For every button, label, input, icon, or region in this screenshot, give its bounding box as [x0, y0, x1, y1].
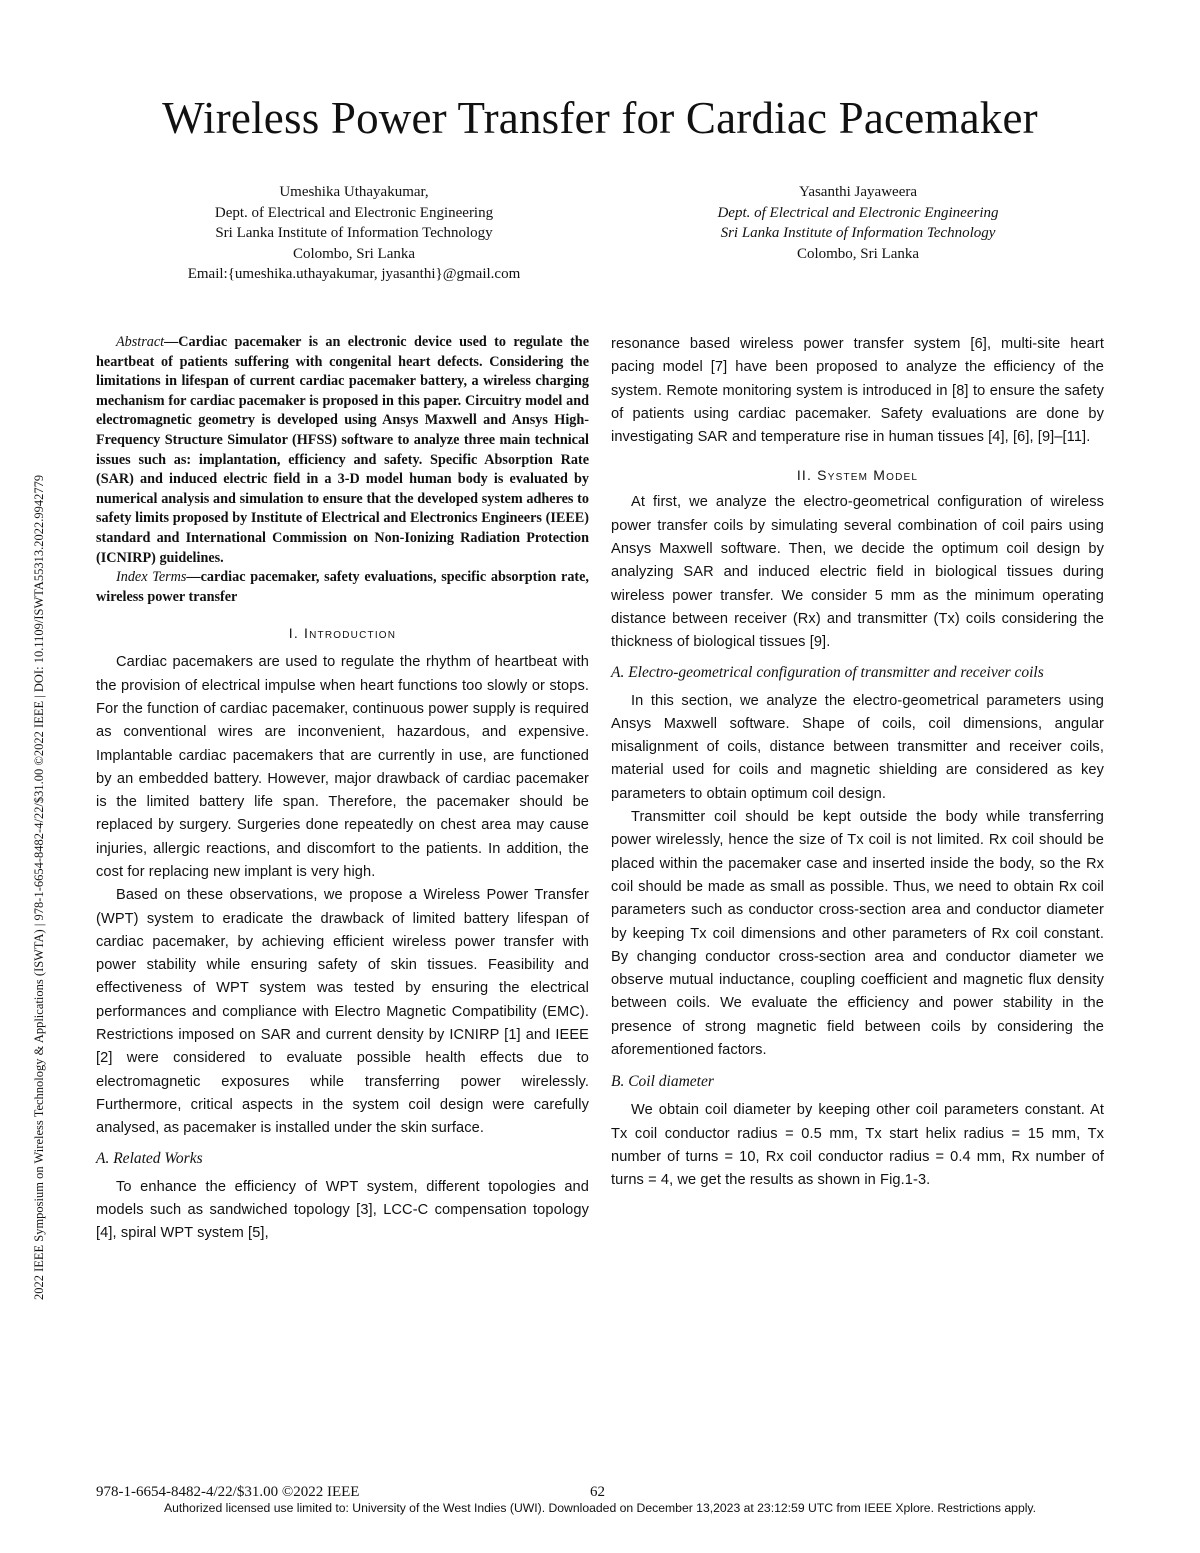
author-institution: Sri Lanka Institute of Information Technology	[720, 225, 996, 242]
author-dept: Dept. of Electrical and Electronic Engineering	[717, 204, 999, 221]
author-institution: Sri Lanka Institute of Information Technology	[215, 225, 493, 242]
abstract-text: —Cardiac pacemaker is an electronic device used to regulate the heartbeat of patients suffering with congenital heart defects. Considering the limitations in lifespan of current cardiac pacemaker battery, a wireless charging mechanism for cardiac pacemaker is proposed in this paper. Circuitry model and electromagnetic geometry is developed using Ansys Maxwell and Ansys High-Frequency Structure Simulator (HFSS) software to analyze three main technical issues such as: implantation, efficiency and safety. Specific Absorption Rate (SAR) and induced electric field in a 3-D model human body is evaluated by numerical analysis and simulation to ensure that the developed system adheres to safety limits proposed by Institute of Electrical and Electronics Engineers (IEEE) standard and International Commission on Non-Ionizing Radiation Protection (ICNIRP) guidelines.	[96, 334, 589, 566]
left-column	[96, 333, 589, 1245]
author-city: Colombo, Sri Lanka	[292, 245, 416, 262]
subsection-heading-coil-diameter: B. Coil diameter	[611, 1073, 714, 1091]
sidebar-citation: 2022 IEEE Symposium on Wireless Technology & Applications (ISWTA) | 978-1-6654-8482-4/22/$31.00 ©2022 IEEE | DOI: 10.1109/ISWTA55313.2022.9942779	[32, 474, 46, 1300]
paragraph-related-1-continued: resonance based wireless power transfer system [6], multi-site heart pacing model [7] have been proposed to analyze the efficiency of the system. Remote monitoring system is introduced in [8] to ensure the safety of patients using cardiac pacemaker. Safety evaluations are done by investigating SAR and temperature rise in human tissues [4], [6], [9]–[11].	[611, 336, 1104, 446]
doi-sidebar	[20, 260, 44, 1300]
paragraph-coil-1: We obtain coil diameter by keeping other coil parameters constant. At Tx coil conductor radius = 0.5 mm, Tx start helix radius = 15 mm, Tx number of turns = 10, Rx coil conductor radius = 0.4 mm, Rx number of turns = 4, we get the results as shown in Fig.1-3.	[611, 1102, 1104, 1189]
author-name: Yasanthi Jayaweera	[798, 184, 918, 200]
paragraph-intro-2: Based on these observations, we propose a Wireless Power Transfer (WPT) system to eradicate the drawback of limited battery lifespan of cardiac pacemaker, by achieving efficient wireless power transfer with power stability while ensuring safety of skin tissues. Feasibility and effectiveness of WPT system was tested by ensuring the electrical performances and compliance with Electro Magnetic Compatibility (EMC). Restrictions imposed on SAR and current density by ICNIRP [1] and IEEE [2] were considered to evaluate possible health effects due to electromagnetic exposures while transferring power wirelessly. Furthermore, critical aspects in the system coil design were carefully analysed, as pacemaker is installed under the skin surface.	[96, 887, 589, 1137]
right-column	[611, 333, 1104, 1193]
paper-title: Wireless Power Transfer for Cardiac Pacemaker	[162, 93, 1038, 143]
author-city: Colombo, Sri Lanka	[796, 245, 920, 262]
index-terms-label: Index Terms	[116, 569, 187, 586]
paragraph-electro-1: In this section, we analyze the electro-geometrical parameters using Ansys Maxwell software. Shape of coils, coil dimensions, angular misalignment of coils, distance between transmitter and receiver coils, material used for coils and magnetic shielding are considered as key parameters to obtain optimum coil design.	[611, 692, 1104, 802]
footer-license: Authorized licensed use limited to: University of the West Indies (UWI). Downloaded on December 13,2023 at 23:12:59 UTC from IEEE Xplore. Restrictions apply.	[163, 1501, 1037, 1515]
section-heading-introduction: I. Introduction	[288, 625, 397, 642]
subsection-heading-related-works: A. Related Works	[96, 1149, 203, 1167]
page-number: 62	[590, 1484, 605, 1500]
author-name: Umeshika Uthayakumar,	[279, 184, 429, 200]
paragraph-related-1: To enhance the efficiency of WPT system, different topologies and models such as sandwiched topology [3], LCC-C compensation topology [4], spiral WPT system [5],	[96, 1178, 589, 1242]
paragraph-intro-1: Cardiac pacemakers are used to regulate the rhythm of heartbeat with the provision of electrical impulse when heart functions too slowly or stops. For the function of cardiac pacemaker, continuous power supply is required as conventional wires are inconvenient, hazardous, and expensive. Implantable cardiac pacemakers that are currently in use, are functioned by an embedded battery. However, major drawback of cardiac pacemaker is the limited battery life span. Therefore, the pacemaker should be replaced by surgery. Surgeries done repeatedly on chest area may cause injuries, allergic reactions, and discomfort to the patients. In addition, the cost for replacing new implant is very high.	[96, 654, 589, 880]
author-email: Email:{umeshika.uthayakumar, jyasanthi}@gmail.com	[187, 266, 521, 283]
subsection-heading-electro-geometrical: A. Electro-geometrical configuration of transmitter and receiver coils	[611, 663, 1044, 681]
abstract	[96, 333, 589, 568]
abstract-label: Abstract	[116, 334, 165, 350]
author-block-1	[124, 182, 584, 285]
author-dept: Dept. of Electrical and Electronic Engineering	[214, 204, 494, 221]
index-terms-text: —cardiac pacemaker, safety evaluations, specific absorption rate, wireless power transfer	[96, 569, 589, 605]
paragraph-system-1: At first, we analyze the electro-geometrical configuration of wireless power transfer coils by simulating several combination of coil pairs using Ansys Maxwell software. Then, we decide the optimum coil design by analyzing SAR and induced electric field in biological tissues during wireless power transfer. We consider 5 mm as the minimum operating distance between receiver (Rx) and transmitter (Tx) coils considering the thickness of biological tissues [9].	[611, 494, 1104, 651]
section-heading-system-model: II. System Model	[796, 467, 919, 484]
paragraph-electro-2: Transmitter coil should be kept outside the body while transferring power wirelessly, hence the size of Tx coil is not limited. Rx coil should be placed within the pacemaker case and inserted inside the body, so the Rx coil should be made as small as possible. Thus, we need to obtain Rx coil parameters such as conductor cross-section area and conductor diameter by keeping Tx coil dimensions and other parameters of Rx coil constant. By changing conductor cross-section area and conductor diameter we observe mutual inductance, coupling coefficient and magnetic flux density between coils. We evaluate the efficiency and power stability in the presence of strong magnetic field between coils by considering the aforementioned factors.	[611, 809, 1104, 1059]
footer-isbn: 978-1-6654-8482-4/22/$31.00 ©2022 IEEE	[96, 1484, 360, 1500]
author-block-2	[628, 182, 1088, 264]
index-terms	[96, 568, 589, 607]
